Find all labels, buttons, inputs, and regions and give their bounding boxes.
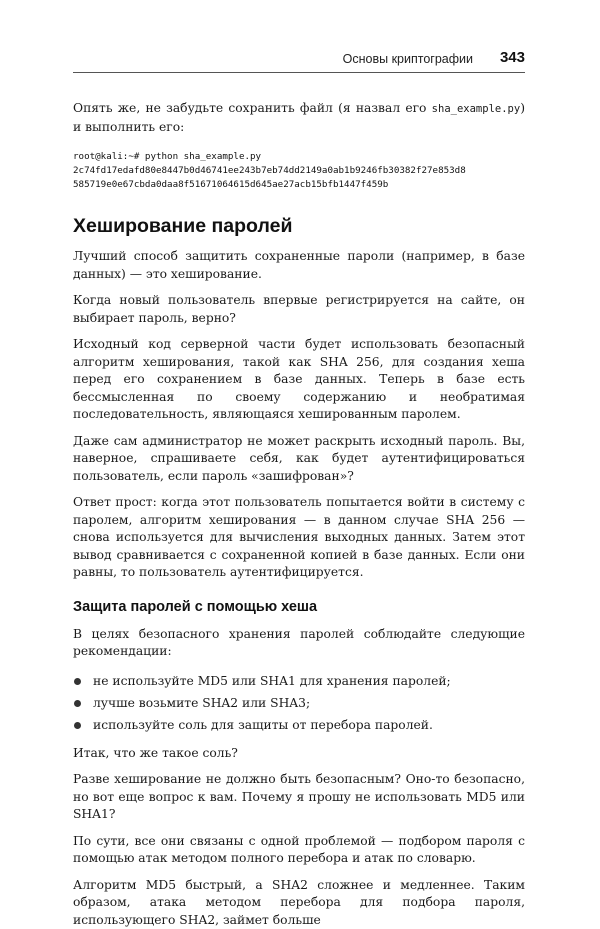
page-body: [73, 100, 525, 929]
list-item: [73, 714, 525, 736]
bullet-icon: [74, 722, 81, 729]
body-paragraph: Когда новый пользователь впервые регистрируется на сайте, он выбирает пароль, верно?: [73, 292, 525, 327]
running-title: Основы криптографии: [343, 52, 473, 66]
body-paragraph: Ответ прост: когда этот пользователь попытается войти в систему с паролем, алгоритм хеширования — в данном случае SHA 256 — снова используется для вычисления выходных данных. Затем этот вывод сравнивается с сохраненной копией в базе данных. Если они равны, то пользователь аутентифицируется.: [73, 494, 525, 582]
page-number: 343: [500, 49, 525, 66]
list-item-text: не используйте MD5 или SHA1 для хранения паролей;: [93, 674, 451, 688]
body-paragraph: Исходный код серверной части будет использовать безопасный алгоритм хеширования, такой как SHA 256, для создания хеша перед его сохранением в базе данных. Теперь в базе есть бессмысленная по своему содержанию и необратимая последовательность, являющаяся хешированным паролем.: [73, 336, 525, 424]
body-paragraph: Алгоритм MD5 быстрый, а SHA2 сложнее и медленнее. Таким образом, атака методом перебора для подбора пароля, использующего SHA2, займет больше: [73, 877, 525, 929]
list-item: [73, 692, 525, 714]
body-paragraph: Лучший способ защитить сохраненные пароли (например, в базе данных) — это хеширование.: [73, 248, 525, 283]
body-paragraph: По сути, все они связаны с одной проблемой — подбором пароля с помощью атак методом полного перебора и атак по словарю.: [73, 833, 525, 868]
bullet-icon: [74, 678, 81, 685]
page-header: [73, 46, 525, 74]
code-line: root@kali:~# python sha_example.py: [73, 150, 525, 164]
recommendation-list: [73, 670, 525, 736]
intro-text-after: ) и выполнить его:: [73, 101, 525, 134]
bullet-icon: [74, 700, 81, 707]
list-item-text: используйте соль для защиты от перебора паролей.: [93, 718, 433, 732]
section-heading: Хеширование паролей: [73, 214, 525, 238]
intro-paragraph: [73, 100, 525, 136]
intro-text-before: Опять же, не забудьте сохранить файл (я назвал его: [73, 101, 432, 115]
body-paragraph: Даже сам администратор не может раскрыть исходный пароль. Вы, наверное, спрашиваете себя, как будет аутентифицироваться пользователь, если пароль «зашифрован»?: [73, 433, 525, 486]
code-line: 2c74fd17edafd80e8447b0d46741ee243b7eb74dd2149a0ab1b9246fb30382f27e853d8: [73, 164, 525, 178]
body-paragraph: Итак, что же такое соль?: [73, 745, 525, 763]
header-rule: [73, 72, 525, 73]
body-paragraph: Разве хеширование не должно быть безопасным? Оно-то безопасно, но вот еще вопрос к вам. Почему я прошу не использовать MD5 или SHA1?: [73, 771, 525, 824]
code-block: [73, 150, 525, 192]
intro-filename: sha_example.py: [432, 103, 521, 115]
list-item: [73, 670, 525, 692]
list-item-text: лучше возьмите SHA2 или SHA3;: [93, 696, 310, 710]
subsection-lead: В целях безопасного хранения паролей соблюдайте следующие рекомендации:: [73, 626, 525, 661]
subsection-heading: Защита паролей с помощью хеша: [73, 598, 525, 616]
code-line: 585719e0e67cbda0daa8f51671064615d645ae27acb15bfb1447f459b: [73, 178, 525, 192]
